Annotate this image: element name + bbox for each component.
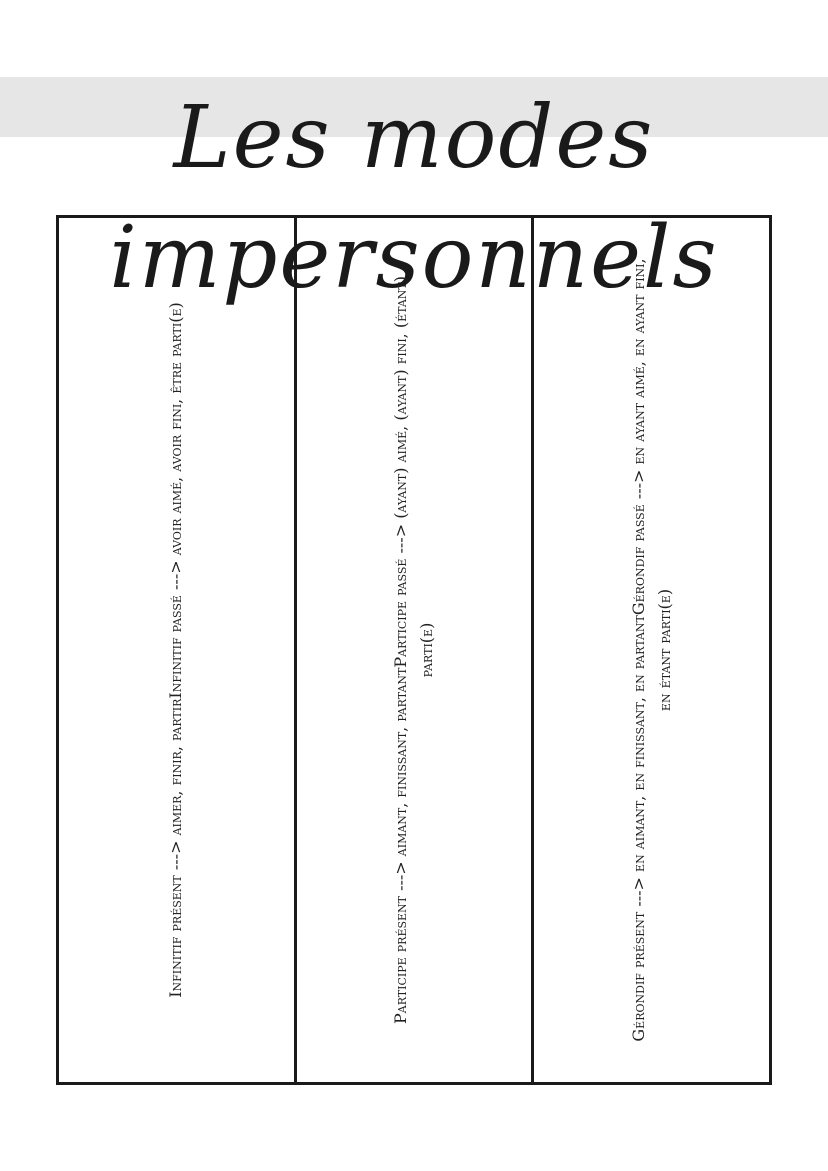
column-participe: [297, 218, 535, 1082]
modes-table: [56, 215, 772, 1085]
page-title: Les modes impersonnels: [109, 87, 719, 308]
column-infinitif-text: Infinitif présent ---> aimer, finir, partirInfinitif passé ---> avoir aimé, avoir fini, être parti(e): [166, 302, 186, 998]
column-gerondif-text: Gérondif présent ---> en aimant, en finissant, en partantGérondif passé ---> en ayant aimé, en ayant fini, en étant parti(e): [628, 258, 674, 1042]
column-infinitif: [59, 218, 297, 1082]
column-participe-text: Participe présent ---> aimant, finissant, partantParticipe passé ---> (ayant) aimé, (ayant) fini, (étant) parti(e): [391, 276, 436, 1024]
column-gerondif: [534, 218, 769, 1082]
